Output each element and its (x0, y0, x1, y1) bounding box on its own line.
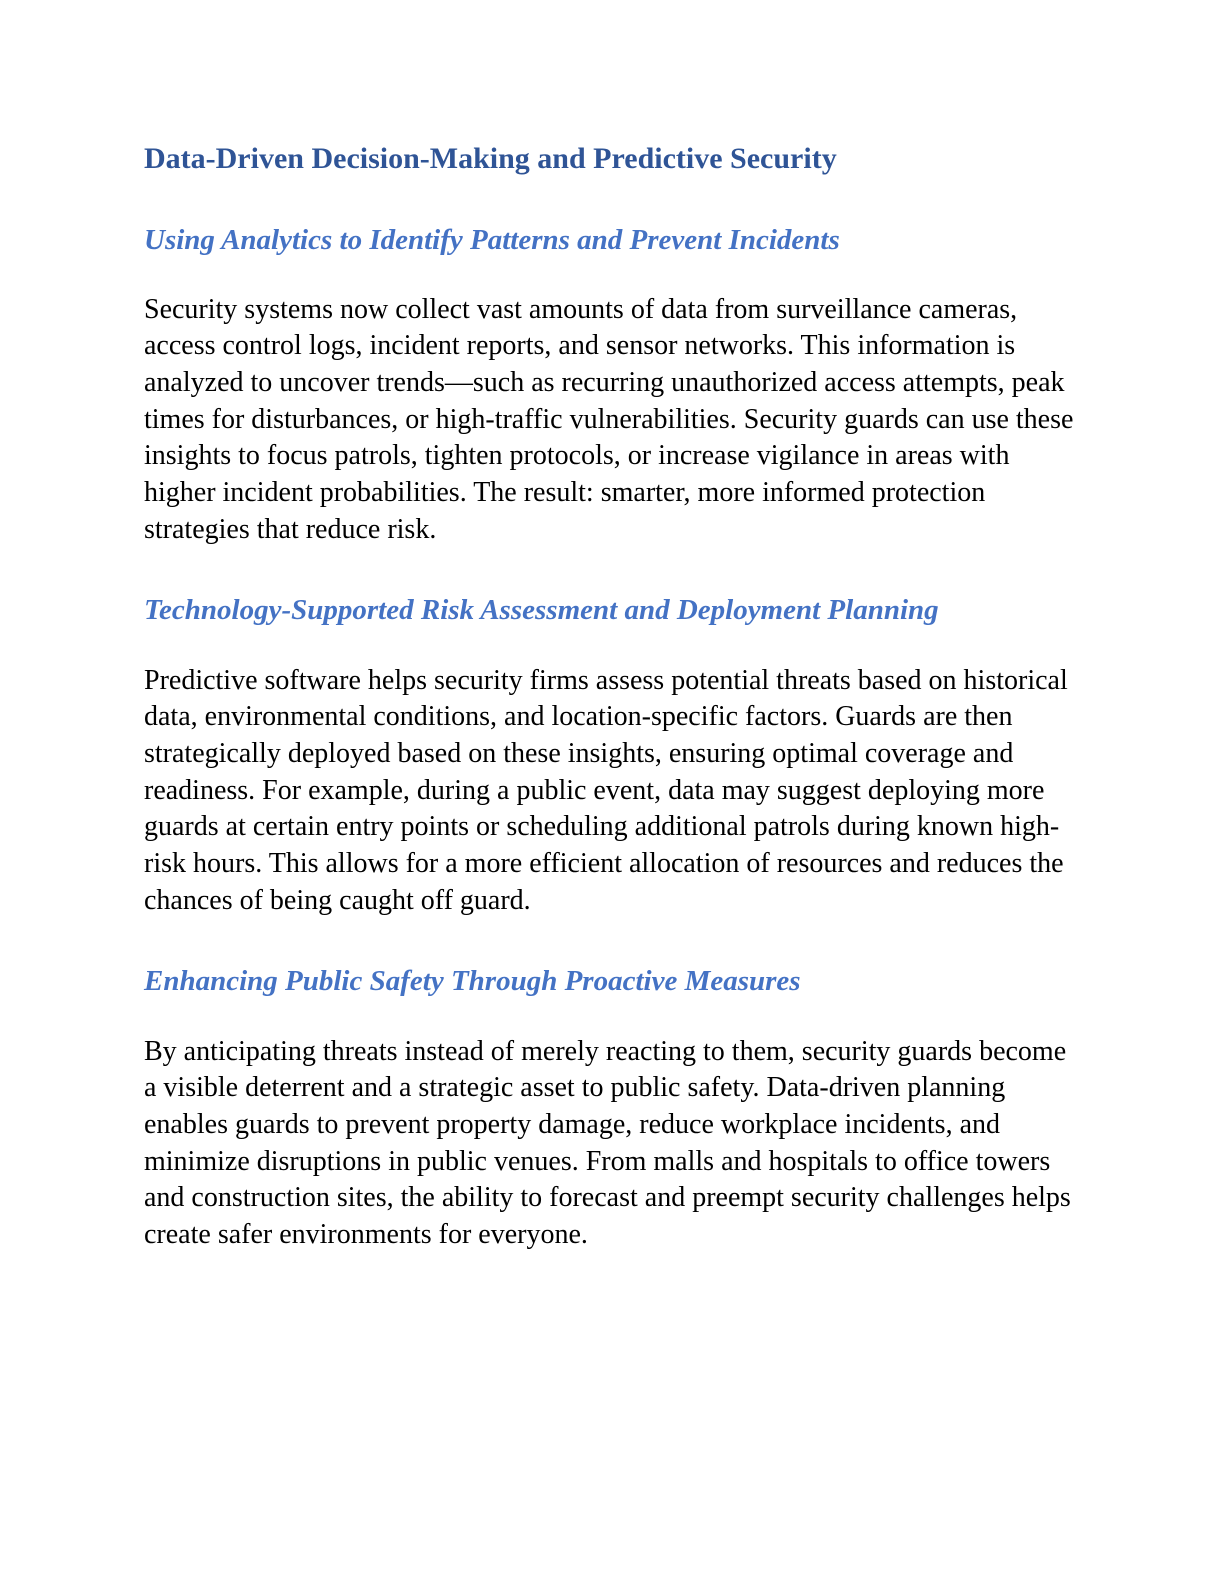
section-body-analytics: Security systems now collect vast amounts of data from surveillance cameras, access control logs, incident reports, and sensor networks. This information is analyzed to uncover trends—such as recurring unauthorized access attempts, peak times for disturbances, or high-traffic vulnerabilities. Security guards can use these insights to focus patrols, tighten protocols, or increase vigilance in areas with higher incident probabilities. The result: smarter, more informed protection strategies that reduce risk. (144, 293, 1074, 545)
section-heading-analytics: Using Analytics to Identify Patterns and Prevent Incidents (144, 223, 840, 256)
section-heading-risk-assessment: Technology-Supported Risk Assessment and Deployment Planning (144, 594, 939, 627)
section-heading-public-safety: Enhancing Public Safety Through Proactive Measures (144, 965, 801, 998)
section-body-public-safety: By anticipating threats instead of merely reacting to them, security guards become a visible deterrent and a strategic asset to public safety. Data-driven planning enables guards to prevent property damage, reduce workplace incidents, and minimize disruptions in public venues. From malls and hospitals to office towers and construction sites, the ability to forecast and preempt security challenges helps create safer environments for everyone. (144, 1035, 1071, 1251)
document-title: Data-Driven Decision-Making and Predictive Security (144, 142, 837, 175)
section-risk-assessment (144, 592, 1080, 919)
section-body-risk-assessment: Predictive software helps security firms assess potential threats based on historical data, environmental conditions, and location-specific factors. Guards are then strategically deployed based on these insights, ensuring optimal coverage and readiness. For example, during a public event, data may suggest deploying more guards at certain entry points or scheduling additional patrols during known high-risk hours. This allows for a more efficient allocation of resources and reduces the chances of being caught off guard. (144, 664, 1068, 916)
section-analytics (144, 222, 1080, 549)
section-public-safety (144, 963, 1080, 1253)
